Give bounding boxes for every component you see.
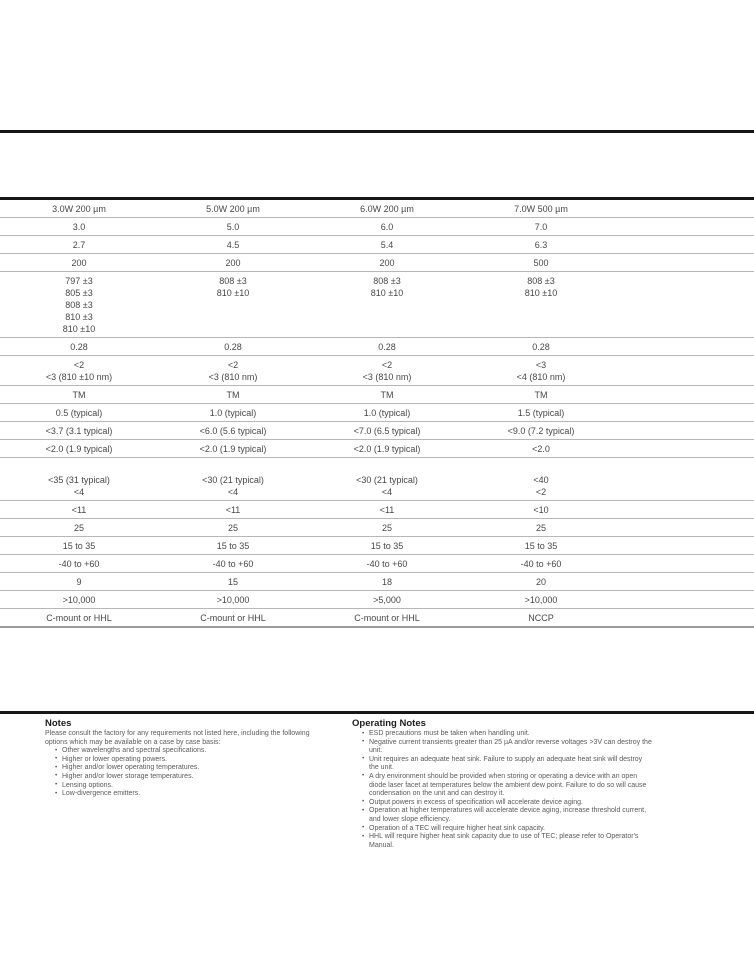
operating-note-bullet: • HHL will require higher heat sink capacity due to use of TEC; please refer to Operator's Manual. [362, 833, 652, 850]
cell-value: TM [534, 390, 548, 400]
table-row [0, 386, 754, 404]
table-cell [310, 612, 464, 624]
column-header: 5.0W 200 µm [206, 204, 260, 214]
cell-value: 500 [533, 258, 549, 268]
cell-value: <30 (21 typical) [202, 475, 264, 485]
cell-value: <2.0 (1.9 typical) [45, 444, 113, 454]
table-row [0, 218, 754, 236]
table-cell [310, 389, 464, 401]
table-cell [310, 594, 464, 606]
cell-value: <2 [535, 487, 547, 497]
cell-value: 6.3 [534, 240, 548, 250]
table-cell [464, 425, 618, 437]
cell-value: 1.0 (typical) [209, 408, 257, 418]
table-cell [464, 407, 618, 419]
notes-bullet: • Higher and/or lower storage temperatures. [55, 773, 332, 782]
notes-title: Notes [45, 718, 72, 729]
cell-value: 810 ±10 [216, 288, 250, 298]
notes-bullet: • Higher and/or lower operating temperatures. [55, 764, 332, 773]
cell-value: 15 to 35 [216, 541, 250, 551]
table-cell [310, 407, 464, 419]
cell-value: 810 ±3 [65, 312, 93, 322]
cell-value: 200 [225, 258, 241, 268]
cell-value: 0.5 (typical) [55, 408, 103, 418]
table-cell [464, 275, 618, 335]
table-cell [464, 341, 618, 353]
table-cell [2, 558, 156, 570]
table-cell [2, 612, 156, 624]
table-cell [310, 257, 464, 269]
cell-value: 18 [381, 577, 392, 587]
table-cell [156, 576, 310, 588]
top-rule [0, 130, 754, 133]
cell-value: >10,000 [62, 595, 96, 605]
table-row [0, 422, 754, 440]
cell-value: 0.28 [532, 342, 550, 352]
table-cell [2, 540, 156, 552]
table-cell [2, 522, 156, 534]
table-cell [464, 504, 618, 516]
cell-value: <3 (810 ±10 nm) [45, 372, 113, 382]
cell-value: >10,000 [216, 595, 250, 605]
table-cell [156, 504, 310, 516]
cell-value: 808 ±3 [527, 276, 555, 286]
table-cell [310, 540, 464, 552]
cell-value: 15 to 35 [524, 541, 558, 551]
table-cell [464, 612, 618, 624]
cell-value: 2.7 [72, 240, 86, 250]
cell-value: <11 [225, 505, 241, 515]
cell-value: 9 [76, 577, 82, 587]
table-cell [156, 474, 310, 498]
cell-value: 25 [73, 523, 84, 533]
table-cell [310, 576, 464, 588]
table-row [0, 537, 754, 555]
cell-value: 15 to 35 [370, 541, 404, 551]
cell-value: 808 ±3 [65, 300, 93, 310]
table-row [0, 236, 754, 254]
table-cell [464, 221, 618, 233]
table-cell [156, 594, 310, 606]
cell-value: <3 [535, 360, 547, 370]
cell-value: <40 [533, 475, 549, 485]
table-cell [464, 540, 618, 552]
table-cell [2, 221, 156, 233]
table-cell [464, 389, 618, 401]
table-cell [2, 389, 156, 401]
cell-value: <2.0 [532, 444, 550, 454]
table-cell [156, 407, 310, 419]
table-body [0, 218, 754, 628]
table-row [0, 254, 754, 272]
table-cell [2, 239, 156, 251]
table-row [0, 356, 754, 386]
cell-value: 25 [535, 523, 546, 533]
table-row [0, 519, 754, 537]
cell-value: 0.28 [224, 342, 242, 352]
notes-bullet: • Lensing options. [55, 782, 332, 791]
notes-bullet: • Other wavelengths and spectral specifications. [55, 747, 332, 756]
cell-value: 0.28 [70, 342, 88, 352]
cell-value: C-mount or HHL [46, 613, 112, 623]
table-cell [156, 257, 310, 269]
cell-value: <2.0 (1.9 typical) [353, 444, 421, 454]
table-row [0, 440, 754, 458]
table-row [0, 501, 754, 519]
table-cell [156, 425, 310, 437]
operating-note-bullet: • ESD precautions must be taken when handling unit. [362, 730, 652, 739]
notes-bullet: • Higher or lower operating powers. [55, 756, 332, 765]
table-cell [310, 522, 464, 534]
cell-value: >5,000 [373, 595, 401, 605]
table-row [0, 338, 754, 356]
cell-value: 810 ±10 [524, 288, 558, 298]
table-cell [156, 558, 310, 570]
table-cell [156, 221, 310, 233]
notes-bullet-list [45, 747, 332, 799]
cell-value: 7.0 [534, 222, 548, 232]
cell-value: <4 (810 nm) [516, 372, 566, 382]
cell-value: TM [72, 390, 86, 400]
cell-value: <3 (810 nm) [208, 372, 258, 382]
cell-value: 6.0 [380, 222, 394, 232]
table-row [0, 404, 754, 422]
cell-value: 5.0 [226, 222, 240, 232]
table-row [0, 458, 754, 501]
operating-note-bullet: • Operation at higher temperatures will accelerate device aging, increase threshold current, and lower slope efficiency. [362, 807, 652, 824]
table-row [0, 555, 754, 573]
cell-value: C-mount or HHL [200, 613, 266, 623]
cell-value: <11 [379, 505, 395, 515]
cell-value: <2.0 (1.9 typical) [199, 444, 267, 454]
cell-value: TM [380, 390, 394, 400]
table-cell [2, 594, 156, 606]
table-cell [310, 275, 464, 335]
column-header: 6.0W 200 µm [360, 204, 414, 214]
cell-value: 25 [381, 523, 392, 533]
table-cell [156, 443, 310, 455]
table-cell [464, 522, 618, 534]
cell-value: 808 ±3 [219, 276, 247, 286]
operating-note-bullet: • A dry environment should be provided when storing or operating a device with an open diode laser facet at temperatures below the ambient dew point. Failure to do so will cause condensation on the unit and can destroy it. [362, 773, 652, 799]
table-cell [156, 275, 310, 335]
cell-value: 200 [379, 258, 395, 268]
cell-value: C-mount or HHL [354, 613, 420, 623]
operating-note-bullet: • Negative current transients greater than 25 µA and/or reverse voltages >3V can destroy the unit. [362, 739, 652, 756]
column-header: 7.0W 500 µm [514, 204, 568, 214]
cell-value: 805 ±3 [65, 288, 93, 298]
table-cell [310, 474, 464, 498]
table-row [0, 573, 754, 591]
cell-value: NCCP [528, 613, 554, 623]
table-cell [2, 504, 156, 516]
operating-note-bullet: • Output powers in excess of specification will accelerate device aging. [362, 799, 652, 808]
cell-value: 4.5 [226, 240, 240, 250]
cell-value: 797 ±3 [65, 276, 93, 286]
table-cell [310, 558, 464, 570]
table-cell [310, 221, 464, 233]
cell-value: 1.5 (typical) [517, 408, 565, 418]
cell-value: 5.4 [380, 240, 394, 250]
cell-value: 200 [71, 258, 87, 268]
cell-value: <4 [73, 487, 85, 497]
table-cell [310, 443, 464, 455]
cell-value: 808 ±3 [373, 276, 401, 286]
table-cell [464, 443, 618, 455]
cell-value: <30 (21 typical) [356, 475, 418, 485]
cell-value: <2 [381, 360, 393, 370]
table-cell [156, 612, 310, 624]
notes-bullet: • Low-divergence emitters. [55, 790, 332, 799]
operating-note-bullet: • Unit requires an adequate heat sink. Failure to supply an adequate heat sink will destroy the unit. [362, 756, 652, 773]
table-cell [156, 359, 310, 383]
cell-value: <2 [227, 360, 239, 370]
table-cell [156, 389, 310, 401]
spec-table [0, 197, 754, 628]
cell-value: <35 (31 typical) [48, 475, 110, 485]
cell-value: <9.0 (7.2 typical) [507, 426, 575, 436]
table-cell [464, 558, 618, 570]
table-cell [310, 359, 464, 383]
cell-value: -40 to +60 [366, 559, 408, 569]
operating-note-bullet: • Operation of a TEC will require higher heat sink capacity. [362, 825, 652, 834]
table-cell [464, 359, 618, 383]
operating-notes-bullet-list [352, 730, 652, 850]
cell-value: <3.7 (3.1 typical) [45, 426, 113, 436]
table-cell [156, 239, 310, 251]
table-cell [464, 576, 618, 588]
table-cell [2, 341, 156, 353]
table-cell [2, 425, 156, 437]
table-cell [2, 474, 156, 498]
operating-notes-title: Operating Notes [352, 718, 426, 729]
column-header: 3.0W 200 µm [52, 204, 106, 214]
table-cell [464, 594, 618, 606]
cell-value: 810 ±10 [62, 324, 96, 334]
cell-value: 25 [227, 523, 238, 533]
cell-value: <10 [533, 505, 549, 515]
table-row [0, 591, 754, 609]
operating-notes-section [352, 718, 652, 850]
table-cell [2, 443, 156, 455]
table-row [0, 272, 754, 338]
cell-value: 15 [227, 577, 238, 587]
table-cell [2, 576, 156, 588]
table-cell [464, 474, 618, 498]
table-cell [156, 522, 310, 534]
table-cell [2, 257, 156, 269]
table-cell [310, 504, 464, 516]
cell-value: 15 to 35 [62, 541, 96, 551]
table-cell [310, 425, 464, 437]
cell-value: >10,000 [524, 595, 558, 605]
cell-value: <3 (810 nm) [362, 372, 412, 382]
table-cell [464, 239, 618, 251]
cell-value: -40 to +60 [520, 559, 562, 569]
table-cell [2, 359, 156, 383]
cell-value: 0.28 [378, 342, 396, 352]
table-cell [310, 341, 464, 353]
cell-value: <4 [381, 487, 393, 497]
table-cell [310, 239, 464, 251]
cell-value: 810 ±10 [370, 288, 404, 298]
cell-value: 20 [535, 577, 546, 587]
cell-value: TM [226, 390, 240, 400]
cell-value: <7.0 (6.5 typical) [353, 426, 421, 436]
cell-value: <4 [227, 487, 239, 497]
cell-value: <6.0 (5.6 typical) [199, 426, 267, 436]
cell-value: 3.0 [72, 222, 86, 232]
table-row [0, 609, 754, 628]
table-cell [464, 257, 618, 269]
table-cell [2, 275, 156, 335]
notes-intro: Please consult the factory for any requirements not listed here, including the following options which may be available on a case by case basis: [45, 730, 310, 746]
table-header-row [0, 200, 754, 218]
cell-value: -40 to +60 [212, 559, 254, 569]
table-cell [2, 407, 156, 419]
table-cell [156, 540, 310, 552]
cell-value: <2 [73, 360, 85, 370]
cell-value: 1.0 (typical) [363, 408, 411, 418]
notes-section [45, 718, 332, 799]
table-cell [156, 341, 310, 353]
cell-value: <11 [71, 505, 87, 515]
notes-divider-rule [0, 711, 754, 714]
cell-value: -40 to +60 [58, 559, 100, 569]
